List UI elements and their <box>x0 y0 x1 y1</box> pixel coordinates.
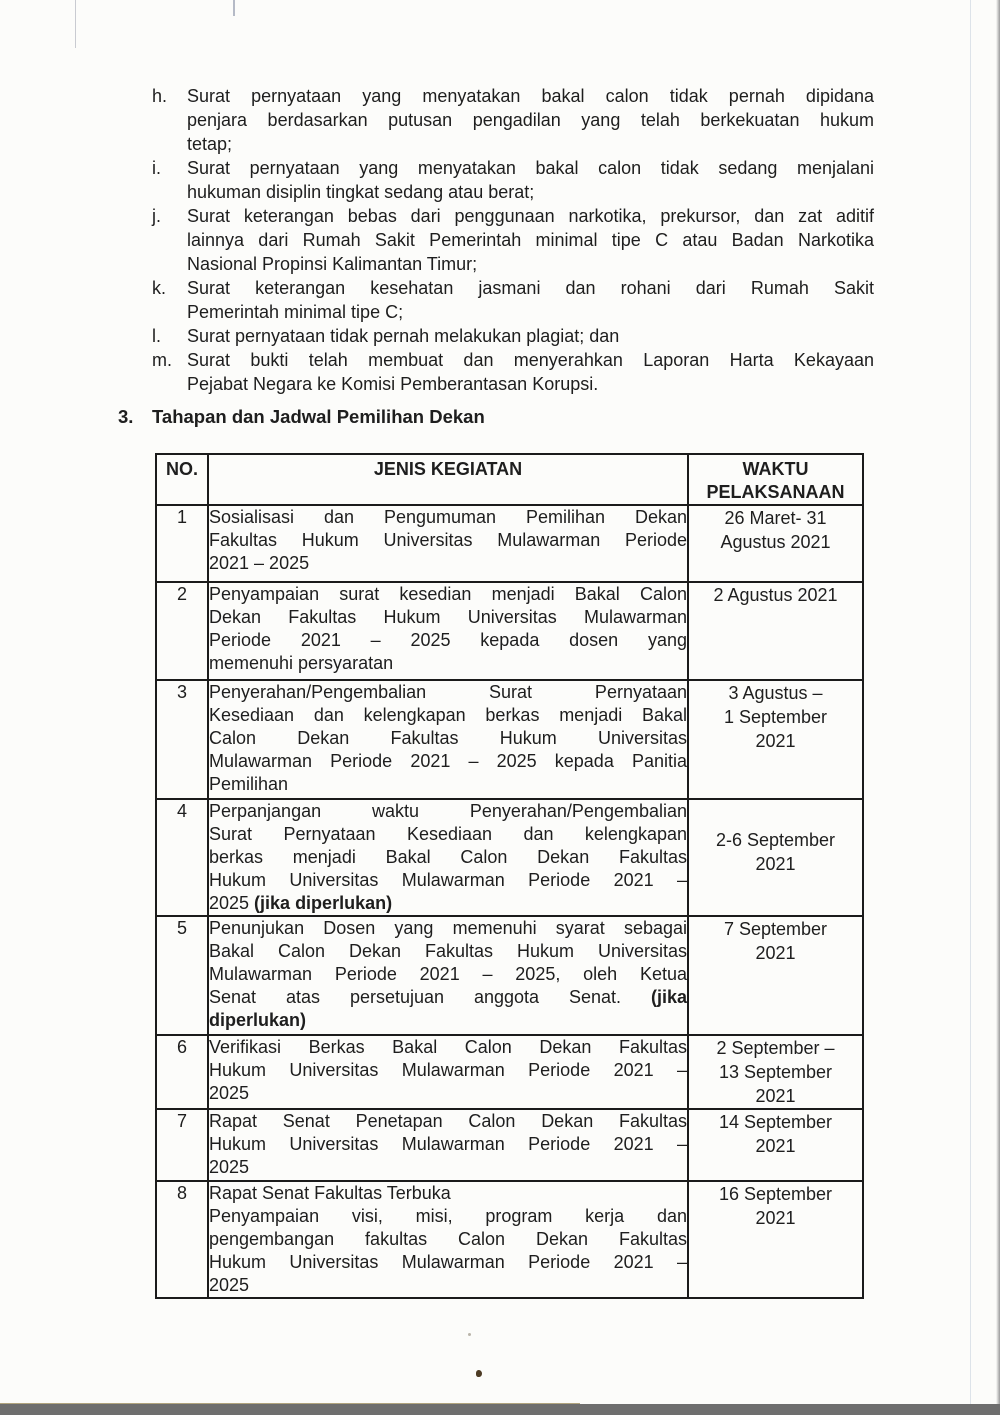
table-row <box>156 1035 863 1109</box>
list-item <box>152 156 874 204</box>
table-row <box>156 680 863 799</box>
list-item <box>152 204 874 276</box>
table-header-row <box>156 454 863 505</box>
list-item-text: Surat pernyataan tidak pernah melakukan plagiat; dan <box>187 326 620 346</box>
row-time: 26 Maret- 31 Agustus 2021 <box>688 505 863 582</box>
row-time: 7 September 2021 <box>688 916 863 1035</box>
table-row <box>156 1109 863 1181</box>
table-row <box>156 1181 863 1298</box>
list-item <box>152 324 874 348</box>
row-activity: Rapat Senat Fakultas Terbuka Penyampaian visi, misi, program kerja dan pengembangan fakultas Calon Dekan Fakultas Hukum Universitas Mulawarman Periode 2021 – 2025 <box>208 1181 688 1298</box>
row-activity: Verifikasi Berkas Bakal Calon Dekan Fakultas Hukum Universitas Mulawarman Periode 2021 – 2025 <box>208 1035 688 1109</box>
scan-speck <box>476 1370 482 1377</box>
row-activity: Rapat Senat Penetapan Calon Dekan Fakultas Hukum Universitas Mulawarman Periode 2021 – 2025 <box>208 1109 688 1181</box>
header-no: NO. <box>156 454 208 505</box>
list-item-text: Surat keterangan bebas dari penggunaan narkotika, prekursor, dan zat aditif lainnya dari Rumah Sakit Pemerintah minimal tipe C atau Badan Narkotika Nasional Propinsi Kalimantan Timur; <box>187 206 874 274</box>
list-item-letter: k. <box>152 278 167 298</box>
row-number: 1 <box>156 505 208 582</box>
scan-artifact-line <box>970 0 971 1415</box>
list-item-letter: h. <box>152 86 168 106</box>
list-item-text: Surat bukti telah membuat dan menyerahkan Laporan Harta Kekayaan Pejabat Negara ke Komisi Pemberantasan Korupsi. <box>187 350 874 394</box>
row-time: 14 September 2021 <box>688 1109 863 1181</box>
row-time: 2 Agustus 2021 <box>688 582 863 680</box>
scan-artifact-line <box>233 0 235 16</box>
list-item-letter: j. <box>152 206 161 226</box>
row-number: 3 <box>156 680 208 799</box>
scan-speck <box>468 1333 471 1336</box>
row-number: 2 <box>156 582 208 680</box>
schedule-table <box>155 453 864 1299</box>
section-heading <box>118 404 485 430</box>
list-item-text: Surat keterangan kesehatan jasmani dan rohani dari Rumah Sakit Pemerintah minimal tipe C; <box>187 278 874 322</box>
section-number: 3. <box>118 406 134 427</box>
row-time: 2-6 September 2021 <box>688 799 863 916</box>
table-row <box>156 916 863 1035</box>
scan-artifact-line <box>75 0 76 48</box>
list-item-letter: m. <box>152 350 172 370</box>
header-activity: JENIS KEGIATAN <box>208 454 688 505</box>
row-time: 2 September – 13 September 2021 <box>688 1035 863 1109</box>
row-activity: Sosialisasi dan Pengumuman Pemilihan Dekan Fakultas Hukum Universitas Mulawarman Periode 2021 – 2025 <box>208 505 688 582</box>
row-activity: Penunjukan Dosen yang memenuhi syarat sebagai Bakal Calon Dekan Fakultas Hukum Universitas Mulawarman Periode 2021 – 2025, oleh Ketua Senat atas persetujuan anggota Senat. (jika diperlukan) <box>208 916 688 1035</box>
section-title: Tahapan dan Jadwal Pemilihan Dekan <box>152 406 485 427</box>
list-item <box>152 348 874 396</box>
row-number: 4 <box>156 799 208 916</box>
row-number: 8 <box>156 1181 208 1298</box>
list-item-letter: l. <box>152 326 161 346</box>
header-time: WAKTU PELAKSANAAN <box>688 454 863 505</box>
table-row <box>156 505 863 582</box>
requirement-list <box>152 84 874 396</box>
row-time: 16 September 2021 <box>688 1181 863 1298</box>
row-number: 6 <box>156 1035 208 1109</box>
page-edge-shadow <box>0 1404 1000 1415</box>
row-time: 3 Agustus – 1 September 2021 <box>688 680 863 799</box>
row-number: 5 <box>156 916 208 1035</box>
row-activity: Perpanjangan waktu Penyerahan/Pengembalian Surat Pernyataan Kesediaan dan kelengkapan berkas menjadi Bakal Calon Dekan Fakultas Hukum Universitas Mulawarman Periode 2021 – 2025 (jika diperlukan) <box>208 799 688 916</box>
list-item-letter: i. <box>152 158 161 178</box>
table-row <box>156 582 863 680</box>
list-item <box>152 84 874 156</box>
list-item <box>152 276 874 324</box>
row-activity: Penyerahan/Pengembalian Surat Pernyataan Kesediaan dan kelengkapan berkas menjadi Bakal Calon Dekan Fakultas Hukum Universitas Mulawarman Periode 2021 – 2025 kepada Panitia Pemilihan <box>208 680 688 799</box>
row-number: 7 <box>156 1109 208 1181</box>
page-edge-shadow <box>996 0 1000 1415</box>
row-activity: Penyampaian surat kesedian menjadi Bakal Calon Dekan Fakultas Hukum Universitas Mulawarman Periode 2021 – 2025 kepada dosen yang memenuhi persyaratan <box>208 582 688 680</box>
list-item-text: Surat pernyataan yang menyatakan bakal calon tidak sedang menjalani hukuman disiplin tingkat sedang atau berat; <box>187 158 874 202</box>
list-item-text: Surat pernyataan yang menyatakan bakal calon tidak pernah dipidana penjara berdasarkan putusan pengadilan yang telah berkekuatan hukum tetap; <box>187 86 874 154</box>
table-row <box>156 799 863 916</box>
